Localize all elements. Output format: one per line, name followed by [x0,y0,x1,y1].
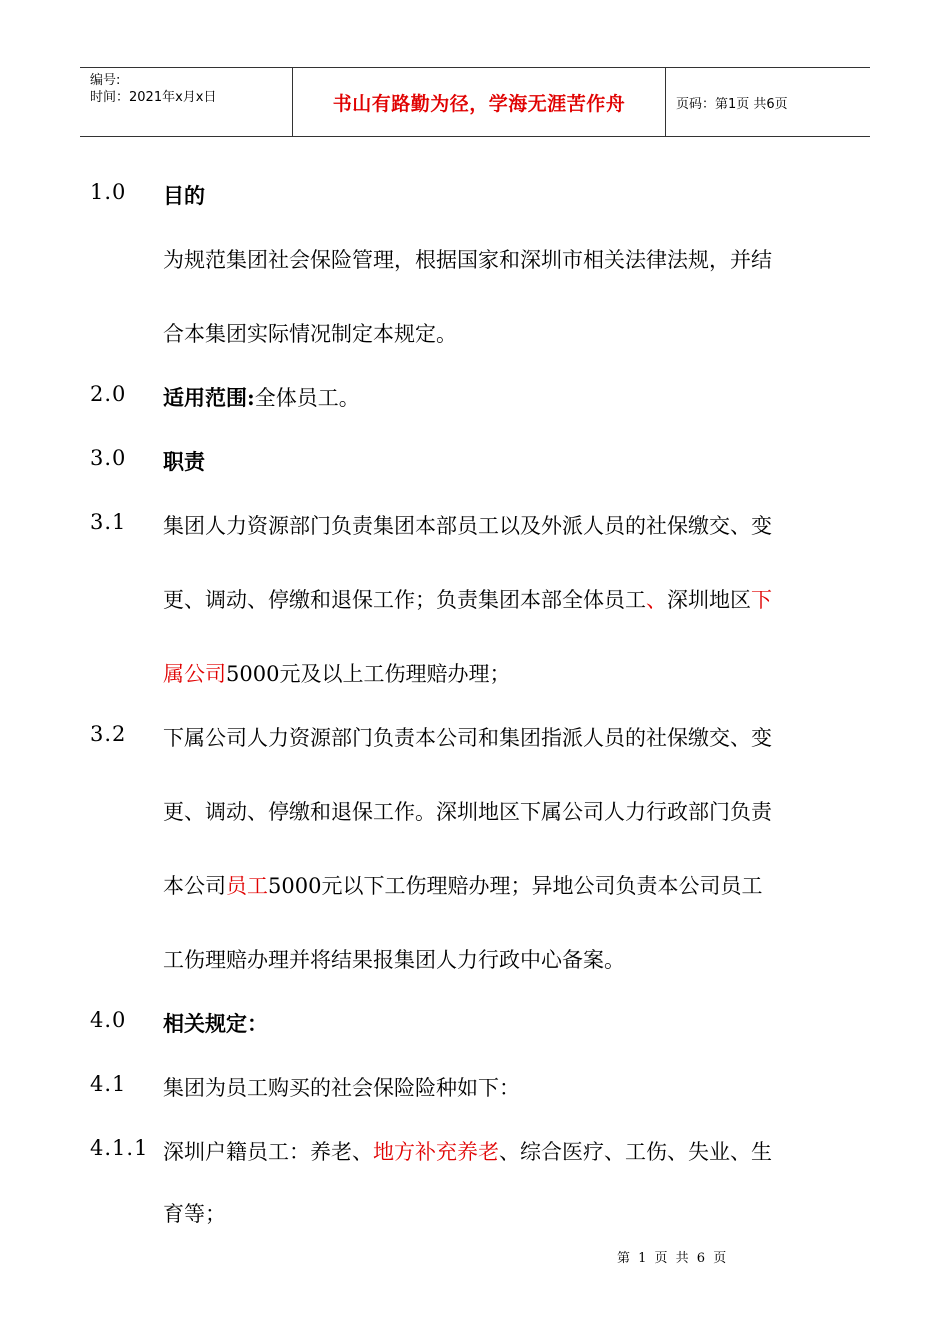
section-number: 2.0 [90,382,127,406]
header-page-info: 页码：第1页 共6页 [676,96,788,112]
paragraph-text: 更、调动、停缴和退保工作；负责集团本部全体员工 [163,588,646,612]
highlighted-text: 下 [751,588,772,612]
header-motto: 书山有路勤为径，学海无涯苦作舟 [292,68,666,136]
header-meta [80,68,292,136]
section-number: 3.1 [90,510,127,534]
paragraph-text: 育等； [163,1202,226,1226]
paragraph-text: 工伤理赔办理并将结果报集团人力行政中心备案。 [163,948,625,972]
section-title: 职责 [163,449,205,474]
paragraph-text: 更、调动、停缴和退保工作。深圳地区下属公司人力行政部门负责 [163,800,772,824]
paragraph-text: 集团为员工购买的社会保险险种如下： [163,1076,520,1100]
highlighted-text: 、 [646,588,667,612]
page-header [80,67,870,137]
paragraph-text: 、综合医疗、工伤、失业、生 [499,1140,772,1164]
highlighted-text: 员工 [226,874,268,898]
section-number: 4.0 [90,1008,127,1032]
section-title: 目的 [163,183,205,208]
section-title: 相关规定： [163,1011,268,1036]
paragraph-text: 5000元及以上工伤理赔办理； [226,662,511,686]
highlighted-text: 地方补充养老 [373,1140,499,1164]
paragraph-text: 为规范集团社会保险管理，根据国家和深圳市相关法律法规，并结 [163,248,772,272]
highlighted-text: 属公司 [163,662,226,686]
paragraph-text: 下属公司人力资源部门负责本公司和集团指派人员的社保缴交、变 [163,726,772,750]
paragraph-text: 深圳地区 [667,588,751,612]
document-number-label: 编号: [90,73,121,88]
section-number: 4.1 [90,1072,127,1096]
paragraph-text: 5000元以下工伤理赔办理；异地公司负责本公司员工 [268,874,763,898]
section-text: 全体员工。 [254,386,360,410]
section-number: 1.0 [90,180,127,204]
paragraph-text: 合本集团实际情况制定本规定。 [163,322,457,346]
paragraph-text: 本公司 [163,874,226,898]
section-number: 4.1.1 [90,1136,149,1160]
paragraph-text: 深圳户籍员工：养老、 [163,1140,373,1164]
document-date: 时间：2021年x月x日 [90,90,217,105]
section-number: 3.0 [90,446,127,470]
page-footer: 第 1 页 共 6 页 [617,1251,729,1266]
section-number: 3.2 [90,722,127,746]
paragraph-text: 集团人力资源部门负责集团本部员工以及外派人员的社保缴交、变 [163,514,772,538]
section-title: 适用范围: [163,385,255,410]
